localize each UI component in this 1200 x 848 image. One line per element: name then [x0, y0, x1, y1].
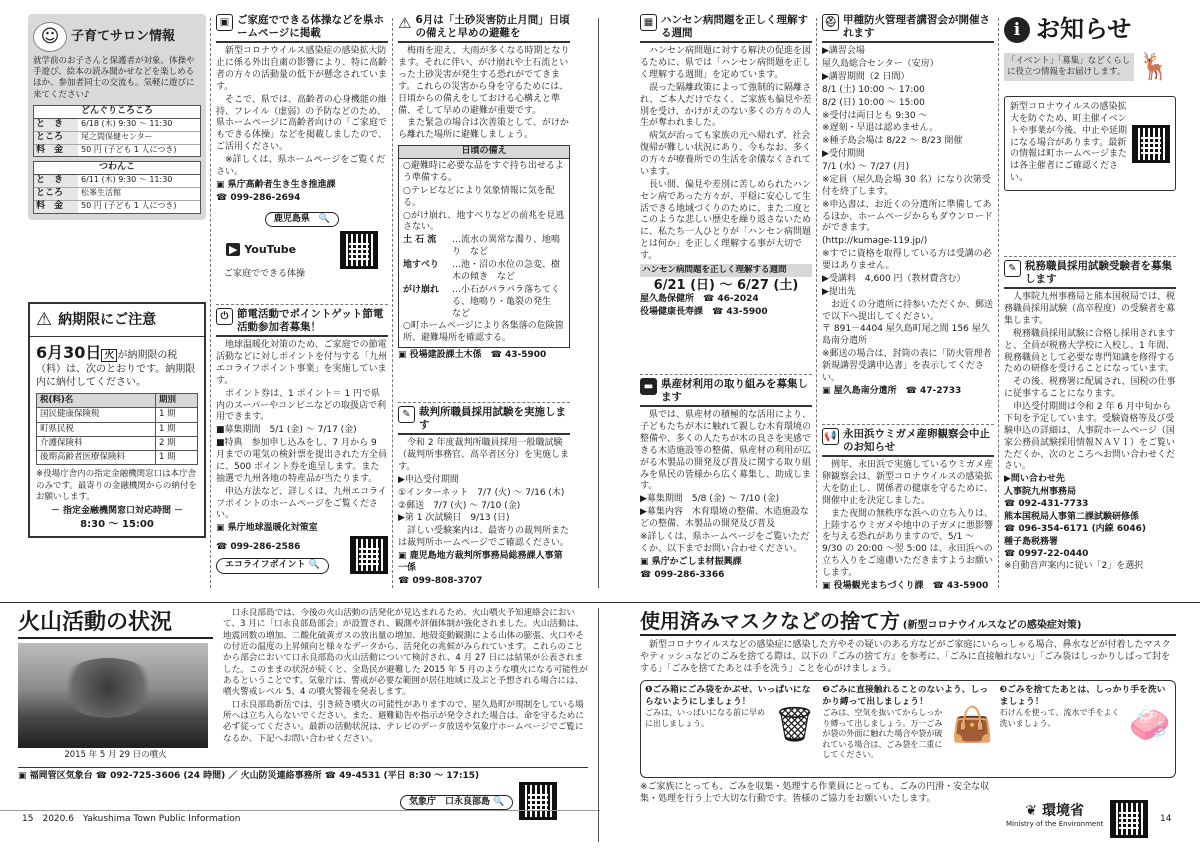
search-icon: 🔍 [308, 560, 320, 571]
preparation-last: ○町ホームページにより各集落の危険箇所、避難場所を確認する。 [403, 321, 564, 344]
eco-contact: 県庁地球温暖化対策室 [227, 523, 318, 534]
sign-row [403, 285, 565, 321]
fire-item: ▶講習期間（2 日間） [822, 71, 910, 82]
fire-item: ※種子島会場は 8/22 ～ 8/23 開催 [822, 136, 963, 147]
exercise-title: ご家庭でできる体操などを県ホームページに掲載 [237, 14, 384, 39]
taxjob-contact [1004, 512, 1176, 536]
sign-row [403, 235, 565, 259]
court-title: 裁判所職員採用試験を実施します [419, 406, 566, 431]
turtle-contact: 役場観光まちづくり課 [833, 580, 924, 591]
contact-name: 役場健康長寿課 [640, 307, 704, 318]
turtle-section: 📢 永田浜ウミガメ産卵観察会中止のお知らせ 例年、永田浜で実施しているウミガメ産卵観察会は、新型コロナウイルスの感染拡大を防止し、関係者の健康を守るために、開催中止を決定しました。 また夜間の無秩序な浜への立ち入りは、上陸するウミガメや地中の子ガメに悪影響を与える恐れがありますので、5/1 ～ 9/30 の 20:00 ～翌 5:00 は、永田浜への立ち入りをご遠慮いただきますようお願いします。 ▣ 役場観光まちづくり課 ☎ 43-5900 [822, 428, 994, 591]
salon-row-label: 料 金 [34, 201, 78, 213]
court-body: 令和 2 年度裁判所職員採用一般職試験（裁判所事務官、高卒者区分）を実施します。 [398, 438, 570, 472]
fire-item: 8/2 (日) 10:00 ～ 15:00 [822, 97, 925, 108]
notice-title: お知らせ [1036, 15, 1132, 43]
fire-note: ※郵送の場合は、封筒の表に「防火管理者新規講習受講申込書」を表示してください。 [822, 349, 992, 383]
tax-period: 1 期 [156, 408, 198, 422]
turtle-paragraph: また夜間の無秩序な浜への立ち入りは、上陸するウミガメや地中の子ガメに悪影響を与える恐れがありますので、5/1 ～ 9/30 の 20:00 ～翌 5:00 は、永田浜への立ち入りをご遠慮いただきますようお願いします。 [822, 508, 994, 579]
eco-paragraph: 地球温暖化対策のため、ご家庭での節電活動などに対しポイントを付与する「九州エコライフポイント事業」を実施しています。 [216, 340, 388, 386]
mask-step [1000, 685, 1171, 773]
trash-can-icon: 🗑 [773, 705, 817, 746]
contact-tel-value: 0997-22-0440 [1018, 548, 1089, 559]
landslide-tel: 43-5900 [505, 350, 547, 361]
turtle-title: 永田浜ウミガメ産卵観察会中止のお知らせ [843, 428, 990, 453]
page-number-right: 14 [1160, 814, 1172, 824]
salon-row-value: 6/11 (木) 9:30 ～ 11:30 [81, 175, 173, 185]
mask-title-sub: (新型コロナウイルスなどの感染症対策) [902, 620, 1082, 631]
landslide-paragraph: また緊急の場合は次善策として、がけから離れた場所に避難しましょう。 [398, 118, 569, 141]
preparation-item: ○がけ崩れ、地すべりなどの前兆を見逃さない。 [403, 210, 565, 233]
court-section: ✎ 裁判所職員採用試験を実施します 令和 2 年度裁判所職員採用一般職試験（裁判所事務官、高卒者区分）を実施します。 ▶申込受付期間 ①インターネット 7/7 (火) ～ 7/16 (木) ②郵送 7/7 (火) ～ 7/10 (金) ▶第 1 次試験日 9/13 (日) 詳しい受験案内は、最寄りの裁判所または裁判所ホームページでご確認ください。 ▣ 鹿児島地方裁判所事務局総務課人事第一係 ☎ 099-808-3707 [398, 406, 570, 586]
contact-tel: ☎ 096-354-6171 (内線 6046) [1004, 523, 1146, 534]
youtube-logo: ▶ YouTube [226, 243, 296, 258]
contact-tel: ☎ 092-431-7733 [1004, 499, 1089, 510]
fire-item: ▶受講料 4,600 円（教材費含む） [822, 273, 966, 284]
tax-name: 介護保険料 [37, 436, 156, 450]
eco-tel: 099-286-2586 [230, 542, 301, 553]
exercise-paragraph: そこで、県では、高齢者の心身機能の維持、フレイル（虚弱）の予防などのため、県ホームページに高齢者向けの「ご家庭でもできる体操」などを掲載しましたので、ご活用ください。 [216, 94, 387, 153]
mask-intro: 新型コロナウイルスなどの感染症に感染した方やその疑いのある方などがご家庭にいらっしゃる場合、鼻水などが付着したマスクやティッシュなどのごみを捨てる際は、以下の『ごみの捨て方』を参考に、「ごみに直接触れない」「ごみ袋はしっかりしばって封をする」「ごみを捨てたあとは手を洗う」ことを心がけましょう。 [640, 640, 1171, 675]
volcano-contact1: 福岡管区気象台 [29, 771, 93, 782]
notice-covid: 新型コロナウイルスの感染拡大を防ぐため、町主催イベントや事業が今後、中止や延期になる場合があります。最新の情報は町ホームページまたは各主催者にご確認ください。 [1010, 101, 1128, 184]
fire-item: ▶講習会場 [822, 46, 865, 57]
leaf-icon: ❦ [1025, 803, 1038, 819]
taxjob-title: 税務職員採用試験受験者を募集します [1025, 260, 1172, 285]
taxjob-ask: ▶問い合わせ先 [1004, 474, 1065, 485]
court-more: 詳しい受験案内は、最寄りの裁判所または裁判所ホームページでご確認ください。 [398, 526, 570, 549]
fire-item: ※すでに資格を取得している方は受講の必要はありません。 [822, 249, 992, 272]
volcano-title: 火山活動の状況 [18, 608, 213, 639]
fire-contact: 屋久島南分遣所 [833, 385, 897, 396]
fire-section: ⛑ 甲種防火管理者講習会が開催されます ▶講習会場 屋久島総合センター（安房） ▶講習期間（2 日間） 8/1 (土) 10:00 ～ 17:00 8/2 (日) 10:00 ～ 15:00 ※受付は両日とも 9:30 ～ ※遅刻・早退は認めません。 ※種子島会場は 8/22 ～ 8/23 開催 ▶受付期間 7/1 (水) ～ 7/27 (月) ※定員（屋久島会場 30 名）になり次第受付を終了します。 ※申込書は、お近くの分遣所に準備してあるほか、ホームページからもダウンロードができます。 (http://kumage-119.jp/) ※すでに資格を取得している方は受講の必要はありません。 ▶受講料 4,600 円（教材費含む） ▶提出先 お近くの分遣所に持参いただくか、郵送で以下へ提出してください。 〒 891－4404 屋久島町尾之間 156 屋久島南分遣所 ※郵送の場合は、封筒の表に「防火管理者新規講習受講申込書」を表示してください。 ▣ 屋久島南分遣所 ☎ 47-2733 [822, 14, 994, 396]
search-box-kagoshima[interactable]: 鹿児島県 🔍 [265, 212, 339, 228]
exercise-tel: 099-286-2694 [230, 192, 301, 203]
fire-tel: 47-2733 [920, 385, 962, 396]
calendar-icon: ▦ [640, 14, 657, 31]
qr-code-notice[interactable] [1132, 125, 1170, 163]
tax-table [36, 393, 198, 465]
qr-code-exercise[interactable] [340, 231, 378, 269]
hansen-paragraph: 長い間、偏見や差別に苦しめられたハンセン病であった方々が、平穏に安心して生活できる地域づくりのために、また二度とこのような悲しい歴史を繰り返さないために、私たち一人ひとりが「ハンセン病問題とは何か」を正しく理解する事が大切です。 [640, 179, 812, 262]
monitor-icon: ▣ [216, 14, 233, 31]
volcano-paragraph: 口永良部島新岳では、引き続き噴火の可能性がありますので、屋久島町が規制をしている場所へは立ち入らないでください。また、避難勧告や指示が発令された場合は、命を守るために必ず従ってください。最新の活動状況は、テレビのデータ放送や気象庁ホームページでご覧になるか、下記へお問い合わせください。 [223, 699, 584, 744]
court-item: ▶第 1 次試験日 9/13 (日) [398, 513, 510, 524]
fire-item: 屋久島総合センター（安房） [822, 59, 939, 70]
landslide-section: ⚠ 6月は「土砂災害防止月間」日頃の備えと早めの避難を 梅雨を迎え、大雨が多くなる時期となります。それに伴い、がけ崩れや土石流といった土砂災害が発生する恐れがでてきます。これらの災害から身を守るためには、日頃からの備えをしておける心構えと準備、そして早めの避難が重要です。 また緊急の場合は次善策として、がけから離れた場所に避難しましょう。 日頃の備え ○避難時に必要な品をすぐ持ち出せるよう準備する。 ○テレビなどにより気象情報に気を配る。 ○がけ崩れ、地すべりなどの前兆を見逃さない。 土 石 流 …流水の異常な濁り、地鳴り など 地すべり …池・沼の水位の急変、樹木の傾き など がけ崩れ …小石がパラパラ落ちてくる、地鳴り・亀裂の発生 など ○町ホームページにより各集落の危険箇所、避難場所を確認する。 ▣ 役場建設課土木係 ☎ 43-5900 [398, 14, 570, 361]
play-icon: ▶ [226, 243, 240, 256]
tax-period: 1 期 [156, 451, 198, 465]
court-item: ②郵送 7/7 (火) ～ 7/10 (金) [398, 500, 521, 511]
tax-deadline-section [28, 302, 206, 538]
salon-intro: 就学前のお子さんと保護者が対象。体操や手遊び、絵本の読み聞かせなどを楽しめるほか、参加者同士の交流も。気軽に遊びに来てください♪ [33, 56, 195, 100]
salon-row [34, 131, 200, 144]
preparation-item: ○テレビなどにより気象情報に気を配る。 [403, 185, 555, 208]
timber-item: ▶募集内容 木育環境の整備、木造施設などの整備、木製品の開発及び普及 [640, 507, 809, 530]
sign-name: 土 石 流 [403, 235, 437, 246]
search-box-volcano[interactable]: 気象庁 口永良部島 🔍 [400, 795, 513, 811]
warning-icon: ⚠ [398, 14, 412, 32]
mask-step-text: ごみは、空気を抜いてからしっかり縛って出しましょう。万一ごみが袋の外面に触れた場合や袋が破れている場合は、ごみ袋を二重にしてください。 [822, 708, 943, 760]
salon-row-label: ところ [34, 132, 78, 144]
taxjob-paragraph: 税務職員採用試験に合格し採用されますと、全員が税務大学校に入校し、1 年間、税務職員として必要な専門知識を修得するための研修を受けることになっています。 [1004, 328, 1176, 375]
salon-row-label: 料 金 [34, 145, 78, 157]
volcano-tel2: 49-4531 (平日 8:30 ～ 17:15) [339, 771, 480, 782]
timber-paragraph: 県では、県産材の積極的な活用により、子どもたちが木に触れて親しむ木育環境の整備や、多くの人たちが木の良さを実感できる木造施設等の整備、県産材の利用が広がる木製品の開発及び普及に関する取り組みを県民の皆様から広く募集し、助成します。 [640, 410, 812, 492]
taxjob-paragraph: その後、税務署に配属され、国税の仕事に従事することになります。 [1004, 377, 1176, 400]
megaphone-icon: 📢 [822, 428, 839, 445]
fire-item: 8/1 (土) 10:00 ～ 17:00 [822, 84, 925, 95]
tax-row [37, 436, 198, 450]
notice-sub: 「イベント」「募集」などくらしに役立つ情報をお届けします。 [1004, 53, 1134, 81]
page-number-left: 15 [22, 814, 34, 824]
ministry-logo: ❦ 環境省 Ministry of the Environment [1006, 803, 1104, 829]
tax-period: 1 期 [156, 422, 198, 436]
salon-section [28, 14, 206, 220]
tax-name: 町県民税 [37, 422, 156, 436]
mascot-icon: 🦌 [1138, 51, 1171, 82]
mask-step-title: ❷ごみに直接触れることのないよう、しっかり縛って出しましょう！ [822, 685, 989, 707]
volcano-contact2: 火山防災連絡事務所 [240, 771, 322, 782]
hansen-contact: 役場健康長寿課 ☎ 43-5900 [640, 307, 768, 318]
fire-item: ※定員（屋久島会場 30 名）になり次第受付を終了します。 [822, 174, 991, 197]
contact-tel-value: 092-431-7733 [1018, 499, 1089, 510]
tax-deadline-day: 火 [101, 349, 117, 362]
log-icon: ▬ [640, 378, 657, 395]
plug-icon: ⏻ [216, 308, 233, 325]
tax-row [37, 408, 198, 422]
sign-row [403, 260, 565, 284]
fire-item: (http://kumage-119.jp/) [822, 236, 928, 247]
search-box-ecolife[interactable]: エコライフポイント 🔍 [216, 558, 329, 574]
mask-step-row [822, 705, 994, 761]
hansen-week-label: ハンセン病問題を正しく理解する週間 [640, 264, 812, 277]
qr-code-eco[interactable] [350, 536, 388, 574]
warning-icon: ⚠ [36, 309, 53, 330]
court-contact: 鹿児島地方裁判所事務局総務課人事第一係 [398, 551, 563, 573]
eco-item: ■特典 参加申し込みをし、7 月から 9 月までの電気の検針票を提出された方全員に、500 ポイント券を進呈します。また抽選で九州各地の特産品が当たります。 [216, 438, 388, 484]
contact-tel-value: 096-354-6171 (内線 6046) [1018, 523, 1146, 534]
tax-row [37, 422, 198, 436]
salon-row-label: ところ [34, 188, 78, 200]
notice-section [1004, 14, 1176, 191]
fire-item: 7/1 (水) ～ 7/27 (月) [822, 162, 910, 173]
tax-header-name: 税(料)名 [37, 394, 156, 408]
bank-hours: 8:30 ～ 15:00 [80, 518, 154, 530]
tax-period: 2 期 [156, 436, 198, 450]
tax-name: 後期高齢者医療保険料 [37, 451, 156, 465]
mask-step-title: ❶ごみ箱にごみ袋をかぶせ、いっぱいにならないようにしましょう！ [645, 685, 811, 707]
salon-row-value: 6/18 (木) 9:30 ～ 11:30 [81, 118, 173, 128]
contact-name: 人事院九州事務局 [1004, 487, 1077, 498]
mask-footer: ※ご家族にとっても、ごみを収集・処理する作業員にとっても、ごみの円滑・安全な収集・処理を行う上で大切な行動です。皆様のご協力をお願いいたします。 [640, 782, 990, 804]
exercise-section: ▣ ご家庭でできる体操などを県ホームページに掲載 新型コロナウイルス感染症の感染拡大防止に係る外出自粛の影響により、特に高齢者の方々の活動量の低下が懸念されています。 そこで、県では、高齢者の心身機能の維持、フレイル（虚弱）の予防などのため、県ホームページに高齢者向けの「ご家庭でもできる体操」などを掲載しましたので、ご活用ください。 ※詳しくは、県ホームページをご覧ください。 ▣ 県庁高齢者生き生き推進課 ☎ 099-286-2694 鹿児島県 🔍 ▶ YouTube ご家庭でできる体操 [216, 14, 388, 280]
salon-row-label: と き [34, 175, 78, 187]
fire-item: ▶受付期間 [822, 149, 865, 160]
hansen-contact: 屋久島保健所 ☎ 46-2024 [640, 294, 759, 305]
sign-desc: …小石がパラパラ落ちてくる、地鳴り・亀裂の発生 など [452, 284, 561, 319]
exercise-paragraph: 新型コロナウイルス感染症の感染拡大防止に係る外出自粛の影響により、特に高齢者の方々の活動量の低下が懸念されています。 [216, 46, 388, 92]
contact-name: 種子島税務署 [1004, 536, 1059, 547]
volcano-tel1: 092-725-3606 (24 時間) [110, 771, 226, 782]
eco-item: ■募集期間 5/1 (金) ～ 7/17 (金) [216, 425, 357, 436]
contact-name: 屋久島保健所 [640, 294, 695, 305]
landslide-paragraph: 梅雨を迎え、大雨が多くなる時期となります。それに伴い、がけ崩れや土石流といった土砂災害が発生する恐れがでてきます。これらの災害から身を守るためには、日頃からの備えをしておける心構えと準備、そして早めの避難が重要です。 [398, 46, 570, 116]
mask-step-text: ごみは、いっぱいになる前に早めに出しましょう。 [645, 708, 765, 728]
court-item: ①インターネット 7/7 (火) ～ 7/16 (木) [398, 487, 565, 498]
hansen-paragraph: 病気が治っても家族の元へ帰れず、社会復帰が難しい状況にあり、今もなお、多くの方々が療養所での生活を余儀なくされています。 [640, 131, 812, 177]
tax-header-period: 期別 [156, 394, 198, 408]
salon-row [34, 200, 200, 213]
tax-note: ※役場庁舎内の指定金融機関窓口は本庁舎のみです。最寄りの金融機関からの納付をお願いします。 [36, 469, 197, 502]
fire-more: お近くの分遣所に持参いただくか、郵送で以下へ提出してください。 [822, 299, 994, 322]
salon-row-value: 50 円 (子ども 1 人につき) [81, 144, 177, 154]
volcano-paragraph: 口永良部島では、今後の火山活動の活発化が見込まれるため、火山噴火予知連絡会において、3 月に「口永良部島部会」が設置され、観測や評価体制が強化されました。火山活動は、地震回数の増加、二酸化硫黄ガスの放出量の増加、地殻変動観測による山体の膨張、火口やその付近の温度の上昇傾向と様々なデータから、活発化の兆候がみられています。これらのことから部会において口永良部島の火山活動について検討され、4 月 27 日には結果が公表されました。このままの状況が続くと、全島民が避難した 2015 年 5 月のような噴火になる可能性があるということです。気象庁は、警戒が必要な範囲が居住地域に及ぶと予想される場合には、噴火警戒レベル 5、4 の噴火警報を発表します。 [223, 608, 588, 698]
baby-icon: ☺ [33, 22, 67, 52]
fire-item: ※遅刻・早退は認めません。 [822, 123, 939, 134]
turtle-paragraph: 例年、永田浜で実施しているウミガメ産卵観察会は、新型コロナウイルスの感染拡大を防止し、関係者の健康を守るために、開催中止を決定しました。 [822, 460, 994, 506]
sign-name: がけ崩れ [403, 284, 440, 295]
qr-code-volcano[interactable] [519, 782, 557, 820]
fire-item: ▶提出先 [822, 286, 856, 297]
mask-title: 使用済みマスクなどの捨て方 [640, 609, 900, 633]
timber-contact: 県庁かごしま材振興課 [651, 556, 742, 567]
taxjob-contact [1004, 487, 1176, 511]
mask-step-title: ❸ごみを捨てたあとは、しっかり手を洗いましょう！ [999, 685, 1166, 707]
contact-tel: ☎ 0997-22-0440 [1004, 548, 1089, 559]
timber-more: ※詳しくは、県ホームページをご覧いただくか、以下までお問い合わせください。 [640, 531, 810, 554]
tax-name: 国民健康保険税 [37, 408, 156, 422]
info-icon: i [1004, 17, 1030, 43]
tax-row [37, 451, 198, 465]
timber-tel: 099-286-3366 [654, 569, 725, 580]
hansen-paragraph: ハンセン病問題に対する解決の促進を図るために、県では「ハンセン病問題を正しく理解する週間」を定めています。 [640, 46, 812, 80]
taxjob-paragraph: 申込受付期間は令和 2 年 6 月中旬から下旬を予定しています。受験資格等及び受験申込の詳細は、人事院ホームページ（国家公務員試験採用情報ＮＡＶＩ）をご覧いただくか、次のところへお問い合わせください。 [1004, 402, 1176, 472]
landslide-contact: 役場建設課土木係 [409, 350, 482, 361]
salon-row [34, 119, 200, 131]
tax-lead-text: が納期限の税（料）は、次のとおりです。納期限内に納付してください。 [36, 349, 196, 389]
timber-section: ▬ 県産材利用の取り組みを募集します 県では、県産材の積極的な活用により、子どもたちが木に触れて親しむ木育環境の整備や、多くの人たちが木の良さを実感できる木造施設等の整備、県産材の利用が広がる木製品の開発及び普及に関する取り組みを県民の皆様から広く募集し、助成します。 ▶募集期間 5/8 (金) ～ 7/10 (金) ▶募集内容 木育環境の整備、木造施設などの整備、木製品の開発及び普及 ※詳しくは、県ホームページをご覧いただくか、以下までお問い合わせください。 ▣ 県庁かごしま材振興課 ☎ 099-286-3366 [640, 378, 812, 580]
exercise-paragraph: ※詳しくは、県ホームページをご覧ください。 [216, 155, 386, 177]
salon-row [34, 187, 200, 200]
taxjob-paragraph: 人事院九州事務局と熊本国税局では、税務職員採用試験（高卒程度）の受験者を募集します。 [1004, 292, 1176, 326]
eco-point-section: ⏻ 節電活動でポイントゲット節電活動参加者募集！ 地球温暖化対策のため、ご家庭での節電活動などに対しポイントを付与する「九州エコライフポイント事業」を実施しています。 ポイント券は、1 ポイント＝ 1 円で県内のスーパーやコンビニなどの取扱店で利用できます。 ■募集期間 5/1 (金) ～ 7/17 (金) ■特典 参加申し込みをし、7 月から 9 月までの電気の検針票を提出された方全員に、500 ポイント券を進呈します。また抽選で九州各地の特産品が当たります。 申込方法など、詳しくは、九州エコライフポイントのホームページをご覧ください。 ▣ 県庁地球温暖化対策室 ☎ 099-286-2586 エコライフポイント 🔍 [216, 308, 388, 574]
salon-row-value: 50 円 (子ども 1 人につき) [81, 201, 177, 210]
landslide-title: 6月は「土砂災害防止月間」日頃の備えと早めの避難を [415, 14, 570, 39]
taxjob-contact [1004, 537, 1176, 561]
volcano-photo [18, 643, 208, 748]
contact-tel: 46-2024 [717, 294, 759, 305]
court-item: ▶申込受付期間 [398, 474, 459, 485]
bank-hours-title: － 指定金融機関窓口対応時間 － [50, 505, 184, 516]
search-icon: 🔍 [493, 796, 505, 807]
salon-group [33, 161, 201, 214]
fire-title: 甲種防火管理者講習会が開催されます [843, 14, 990, 39]
timber-item: ▶募集期間 5/8 (金) ～ 7/10 (金) [640, 494, 780, 505]
contact-tel: 43-5900 [726, 307, 768, 318]
eco-more: 申込方法など、詳しくは、九州エコライフポイントのホームページをご覧ください。 [216, 486, 387, 521]
qr-code-mask[interactable] [1110, 800, 1148, 838]
taxjob-note: ※自動音声案内に従い「2」を選択 [1004, 561, 1144, 572]
mask-step-row [645, 705, 817, 746]
eco-title: 節電活動でポイントゲット節電活動参加者募集！ [237, 308, 384, 333]
hansen-section [640, 14, 812, 320]
fire-extinguisher-icon: ⛑ [822, 14, 839, 31]
contact-name: 熊本国税局人事第二課試験研修係 [1004, 511, 1140, 522]
timber-title: 県産材利用の取り組みを募集します [661, 378, 808, 403]
sign-desc: …池・沼の水位の急変、樹木の傾き など [452, 260, 561, 282]
pencil-icon: ✎ [1004, 260, 1021, 277]
turtle-tel: 43-5900 [946, 580, 989, 591]
sign-name: 地すべり [403, 260, 439, 271]
hansen-paragraph: 誤った隔離政策によって強制的に隔離され、ご本人だけでなく、ご家族も偏見や差別を受け、かけがえのない多くの方々の人生が奪われました。 [640, 82, 812, 129]
tax-job-section [1004, 260, 1176, 574]
fire-item: ※申込書は、お近くの分遣所に準備してあるほか、ホームページからもダウンロードができます。 [822, 199, 993, 234]
tax-deadline-date: 6月30日 [36, 342, 102, 362]
salon-row [34, 144, 200, 157]
salon-group-name: つわんこ [34, 162, 200, 175]
sign-desc: …流水の異常な濁り、地鳴り など [452, 235, 561, 258]
salon-group [33, 105, 201, 158]
exercise-contact: 県庁高齢者生き生き推進課 [227, 179, 336, 190]
mask-step-row [999, 705, 1171, 746]
mask-step [822, 685, 993, 773]
court-tel: 099-808-3707 [412, 575, 483, 586]
mask-step [645, 685, 816, 773]
salon-group-name: どんぐりころころ [34, 106, 200, 119]
preparation-item: ○避難時に必要な品をすぐ持ち出せるよう準備する。 [403, 161, 564, 183]
volcano-section: 火山活動の状況 2015 年 5 月 29 日の噴火 口永良部島では、今後の火山活動の活発化が見込まれるため、火山噴火予知連絡会において、3 月に「口永良部島部会」が設置され、観測や評価体制が強化されました。火山活動は、地震回数の増加、二酸化硫黄ガスの放出量の増加、地殻変動観測による山体の膨張、火口やその付近の温度の上昇傾向と様々なデータから、活発化の兆候がみられています。これらのことから部会において口永良部島の火山活動について検討され、4 月 27 日には結果が公表されました。このままの状況が続くと、全島民が避難した 2015 年 5 月のような噴火になる可能性があるということです。気象庁は、警戒が必要な範囲が居住地域に及ぶと予想される場合には、噴火警戒レベル 5、4 の噴火警報を発表します。 口永良部島新岳では、引き続き噴火の可能性がありますので、屋久島町が規制をしている場所へは立ち入らないでください。また、避難勧告や指示が発令された場合は、命を守るために必ず従ってください。最新の活動状況は、テレビのデータ放送や気象庁ホームページでご覧になるか、下記へお問い合わせください。 ▣ 福岡管区気象台 ☎ 092-725-3606 (24 時間) ／ 火山防災連絡事務所 ☎ 49-4531 (平日 8:30 ～ 17:15) [18, 608, 588, 782]
salon-row-value: 尾之間保健センター [81, 131, 153, 141]
footer-left [22, 814, 240, 826]
tax-title: 納期限にご注意 [58, 311, 157, 328]
volcano-caption: 2015 年 5 月 29 日の噴火 [64, 750, 167, 761]
salon-title: 子育てサロン情報 [71, 29, 176, 45]
fire-item: ※受付は両日とも 9:30 ～ [822, 110, 928, 121]
fire-addr: 〒 891－4404 屋久島町尾之間 156 屋久島南分遣所 [822, 324, 990, 347]
hand-wash-icon: 🧼 [1128, 705, 1171, 746]
salon-row-label: と き [34, 119, 78, 131]
youtube-caption: ご家庭でできる体操 [224, 269, 306, 280]
hansen-week: 6/21 (日) ～ 6/27 (土) [653, 278, 799, 294]
search-icon: 🔍 [318, 213, 331, 224]
hansen-title: ハンセン病問題を正しく理解する週間 [661, 14, 808, 39]
eco-paragraph: ポイント券は、1 ポイント＝ 1 円で県内のスーパーやコンビニなどの取扱店で利用できます。 [216, 388, 387, 423]
pencil-icon: ✎ [398, 406, 415, 423]
mask-step-text: 石けんを使って、流水で手をよく洗いましょう。 [999, 708, 1120, 728]
tied-bag-icon: 👜 [951, 705, 994, 746]
salon-row-value: 松峯生活館 [81, 188, 121, 198]
footer-text: 2020.6 Yakushima Town Public Information [42, 814, 241, 824]
preparation-title: 日頃の備え [399, 146, 569, 159]
salon-row [34, 175, 200, 187]
